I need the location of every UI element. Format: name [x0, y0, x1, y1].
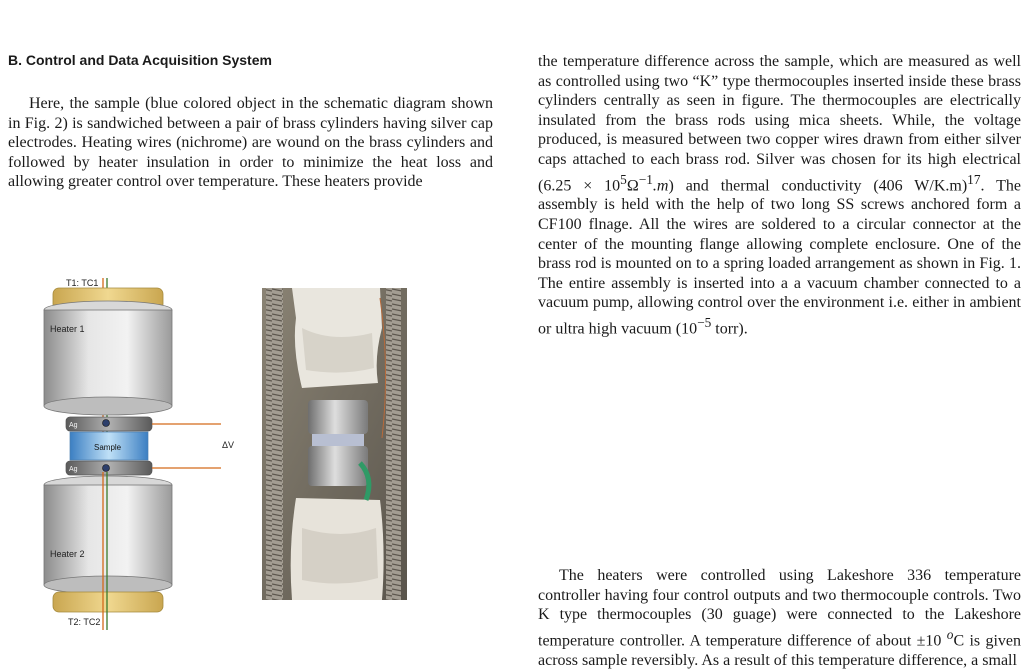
t1-label: T1: TC1: [66, 278, 99, 288]
electrode-dot-bottom: [103, 465, 110, 472]
rp1-part3: . The assembly is held with the help of two long SS screws anchored form a CF100 flnage. All the wires are soldered to a circular connector at the center of the mounting flange allowing complete enclosure. One of the brass rod is mounted on to a spring loaded arrangement as shown in Fig. 1. The entire assembly is inserted into a a vacuum chamber connected to a vacuum pump, allowing control over the environment i.e. either in ambient or ultra high vacuum (10: [538, 176, 1021, 338]
rp1-part2: ) and thermal conductivity (406 W/K.m): [668, 176, 968, 194]
electrode-dot-top: [103, 420, 110, 427]
rp1-part1: the temperature difference across the sample, which are measured as well as controlled using two “K” type thermocouples inserted inside these brass cylinders centrally as seen in figure. The thermocouples are electrically insulated from the brass rods using mica sheets. While, the voltage produced, is measured between two copper wires drawn from either silver caps attached to each brass rod. Silver was chosen for its high electrical (6.25 × 10: [538, 53, 1021, 194]
rp1-part4: torr).: [711, 320, 748, 338]
left-paragraph: Here, the sample (blue colored object in the schematic diagram shown in Fig. 2) is sandwiched between a pair of brass cylinders having silver cap electrodes. Heating wires (nichrome) are wound on the brass cylinders and followed by heater insulation in order to minimize the heat loss and allowing greater control over temperature. These heaters provide: [8, 95, 493, 191]
gold-cap-bottom: [53, 592, 163, 612]
sample-label: Sample: [94, 443, 122, 452]
rp1-sup2: −1: [638, 171, 653, 187]
heater2-bottom-face: [44, 576, 172, 594]
assembly-photo: [262, 288, 407, 600]
heater2-label: Heater 2: [50, 549, 85, 559]
rp1-omega: Ω: [626, 176, 639, 194]
heater-schematic: [28, 274, 258, 644]
rp1-unit: .m: [652, 176, 669, 194]
right-paragraph-1: [538, 52, 1021, 339]
running-head: [0, 0, 1029, 7]
section-heading: B. Control and Data Acquisition System: [8, 52, 272, 68]
rp1-ref: 17: [967, 171, 981, 187]
metal-disc-top: [308, 400, 368, 434]
metal-disc-bottom: [308, 446, 368, 486]
sample-disc: [312, 434, 364, 446]
rp2-part2: C is given across sample reversibly. As a result of this temperature difference, a small: [538, 632, 1021, 669]
heater1-bottom-face: [44, 397, 172, 415]
rp1-sup3: −5: [697, 315, 712, 331]
heater1-label: Heater 1: [50, 324, 85, 334]
rp1-sup1: 5: [620, 171, 627, 187]
rp2-deg: o: [946, 626, 954, 642]
t2-label: T2: TC2: [68, 617, 101, 627]
rp2-part1: The heaters were controlled using Lakeshore 336 temperature controller having four control outputs and two thermocouple controls. Two K type thermocouples (30 guage) were connected to the Lakeshore temperature controller. A temperature difference of about ±10: [538, 567, 1021, 650]
heater2-body: [44, 485, 172, 585]
ag-label-top: Ag: [69, 422, 78, 429]
screw-right: [386, 288, 401, 600]
delta-v-label: ΔV: [222, 440, 235, 450]
ag-label-bottom: Ag: [69, 466, 78, 473]
screw-left: [266, 288, 283, 600]
insulation-bottom-shade: [302, 528, 378, 584]
right-paragraph-2: [538, 566, 1021, 670]
